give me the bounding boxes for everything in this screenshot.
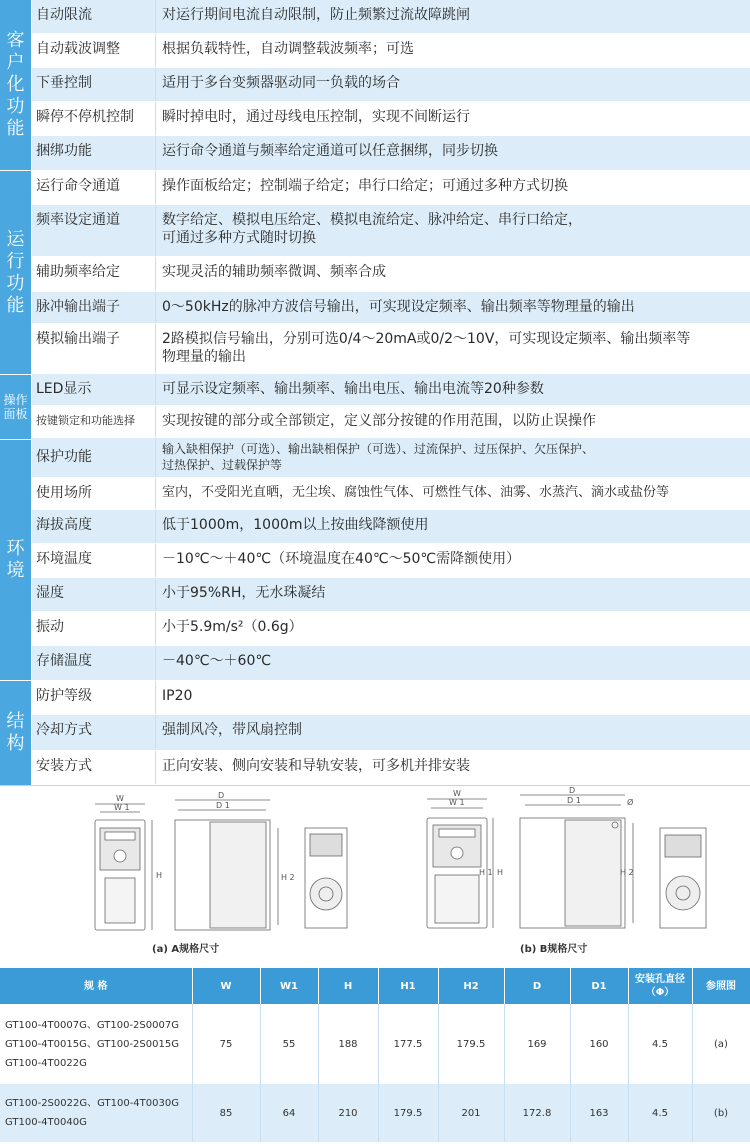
spec-value: 可显示设定频率、输出频率、输出电压、输出电流等20种参数	[162, 381, 544, 397]
spec-value: 瞬时掉电时，通过母线电压控制，实现不间断运行	[162, 109, 470, 125]
header-W: W	[192, 968, 260, 1004]
spec-value: 运行命令通道与频率给定通道可以任意捆绑，同步切换	[162, 143, 498, 159]
spec-key: 下垂控制	[32, 68, 156, 101]
spec-row	[32, 292, 750, 324]
cell-D1: 163	[570, 1084, 628, 1142]
category-environment: 环境	[0, 440, 31, 680]
label-D1-b: D 1	[567, 796, 581, 805]
bottom-view-a	[305, 828, 347, 928]
table-row	[0, 1084, 750, 1142]
spec-key: 自动限流	[32, 0, 156, 33]
spec-row	[32, 102, 750, 136]
spec-key: 频率设定通道	[32, 205, 156, 256]
header-D: D	[504, 968, 570, 1004]
spec-row	[32, 257, 750, 292]
table-row	[0, 1004, 750, 1084]
category-customer: 客户化功能	[0, 0, 31, 170]
spec-key: 冷却方式	[32, 715, 156, 750]
spec-row	[32, 374, 750, 406]
label-W1-b: W 1	[449, 798, 465, 807]
dimension-diagram-b	[415, 783, 735, 933]
spec-key: 安装方式	[32, 751, 156, 784]
header-hole-diameter: 安装孔直径（Φ）	[628, 968, 692, 1004]
spec-row	[32, 136, 750, 171]
spec-value: 小于95%RH，无水珠凝结	[162, 585, 326, 601]
spec-value: 实现按键的部分或全部锁定，定义部分按键的作用范围，以防止误操作	[162, 413, 596, 429]
header-D1: D1	[570, 968, 628, 1004]
front-view-a	[95, 804, 152, 930]
spec-row	[32, 751, 750, 785]
cell-W: 75	[192, 1004, 260, 1084]
header-H: H	[318, 968, 378, 1004]
label-H-b: H	[497, 868, 504, 877]
spec-value: 适用于多台变频器驱动同一负载的场合	[162, 75, 400, 91]
caption-a: (a) A规格尺寸	[152, 944, 220, 955]
category-structure: 结构	[0, 681, 31, 785]
header-H1: H1	[378, 968, 438, 1004]
cell-ref: (a)	[692, 1004, 750, 1084]
spec-value: 操作面板给定；控制端子给定；串行口给定；可通过多种方式切换	[162, 178, 568, 194]
spec-key: 存储温度	[32, 646, 156, 680]
spec-key: 振动	[32, 612, 156, 645]
spec-key: 瞬停不停机控制	[32, 102, 156, 135]
spec-row	[32, 478, 750, 510]
spec-value: 小于5.9m/s²（0.6g）	[162, 619, 303, 635]
spec-row	[32, 681, 750, 715]
cell-H2: 179.5	[438, 1004, 504, 1084]
cell-hole: 4.5	[628, 1004, 692, 1084]
spec-key: 辅助频率给定	[32, 257, 156, 291]
spec-row	[32, 324, 750, 374]
header-model: 规 格	[0, 968, 192, 1004]
spec-value: IP20	[162, 688, 193, 704]
spec-value: －40℃～＋60℃	[162, 653, 272, 669]
caption-b: (b) B规格尺寸	[520, 944, 588, 955]
model-cell: GT100-4T0007G、GT100-2S0007G GT100-4T0015G、GT100-2S0015G GT100-4T0022G	[0, 1004, 192, 1084]
spec-key: 自动载波调整	[32, 34, 156, 67]
label-W-a: W	[116, 794, 124, 803]
label-W-b: W	[453, 789, 461, 798]
cell-D1: 160	[570, 1004, 628, 1084]
spec-key: 按键锁定和功能选择	[32, 406, 156, 437]
spec-key: 湿度	[32, 578, 156, 611]
model-cell: GT100-2S0022G、GT100-4T0030G GT100-4T0040G	[0, 1084, 192, 1142]
cell-H2: 201	[438, 1084, 504, 1142]
spec-value: 输入缺相保护（可选）、输出缺相保护（可选）、过流保护、过压保护、欠压保护、 过热保护、过载保护等	[162, 442, 595, 472]
spec-key: LED显示	[32, 374, 156, 405]
cell-H1: 177.5	[378, 1004, 438, 1084]
cell-W1: 64	[260, 1084, 318, 1142]
category-operation: 运行功能	[0, 171, 31, 374]
spec-key: 运行命令通道	[32, 171, 156, 204]
side-view-b	[520, 795, 633, 928]
cell-W1: 55	[260, 1004, 318, 1084]
spec-value: 低于1000m，1000m以上按曲线降额使用	[162, 517, 429, 533]
spec-key: 脉冲输出端子	[32, 292, 156, 323]
cell-H: 188	[318, 1004, 378, 1084]
spec-row	[32, 34, 750, 68]
table-header-row	[0, 968, 750, 1004]
spec-value: 强制风冷，带风扇控制	[162, 722, 302, 738]
spec-value: －10℃～＋40℃（环境温度在40℃～50℃需降额使用）	[162, 551, 521, 567]
spec-value: 根据负载特性，自动调整载波频率；可选	[162, 41, 414, 57]
cell-hole: 4.5	[628, 1084, 692, 1142]
spec-row	[32, 510, 750, 544]
label-H1-b: H 1	[479, 868, 493, 877]
spec-key: 使用场所	[32, 478, 156, 509]
spec-row	[32, 406, 750, 438]
spec-row	[32, 0, 750, 34]
cell-ref: (b)	[692, 1084, 750, 1142]
spec-value: 2路模拟信号输出，分别可选0/4～20mA或0/2～10V，可实现设定频率、输出频率等 物理量的输出	[162, 331, 691, 365]
side-view-a	[175, 800, 278, 930]
bottom-view-b	[660, 828, 706, 928]
spec-value: 0～50kHz的脉冲方波信号输出，可实现设定频率、输出频率等物理量的输出	[162, 299, 635, 315]
spec-row	[32, 171, 750, 205]
label-H2-b: H 2	[620, 868, 634, 877]
header-reference: 参照图	[692, 968, 750, 1004]
spec-row	[32, 438, 750, 478]
spec-key: 保护功能	[32, 438, 156, 477]
spec-row	[32, 205, 750, 257]
spec-value: 室内，不受阳光直晒，无尘埃、腐蚀性气体、可燃性气体、油雾、水蒸汽、滴水或盐份等	[162, 485, 670, 500]
cell-D: 169	[504, 1004, 570, 1084]
label-D-a: D	[218, 791, 225, 800]
spec-key: 捆绑功能	[32, 136, 156, 170]
label-H2-a: H 2	[281, 873, 295, 882]
dimension-table	[0, 968, 750, 1142]
spec-value: 实现灵活的辅助频率微调、频率合成	[162, 264, 386, 280]
label-W1-a: W 1	[114, 803, 130, 812]
spec-value: 数字给定、模拟电压给定、模拟电流给定、脉冲给定、串行口给定， 可通过多种方式随时切换	[162, 212, 582, 246]
label-D-b: D	[569, 786, 576, 795]
spec-key: 防护等级	[32, 681, 156, 714]
spec-value: 正向安装、侧向安装和导轨安装，可多机并排安装	[162, 758, 470, 774]
category-panel: 操作面板	[0, 375, 31, 439]
spec-row	[32, 544, 750, 578]
front-view-b	[427, 799, 493, 928]
spec-key: 模拟输出端子	[32, 324, 156, 373]
spec-key: 环境温度	[32, 544, 156, 577]
spec-value: 对运行期间电流自动限制，防止频繁过流故障跳闸	[162, 7, 470, 23]
label-H-a: H	[156, 871, 163, 880]
cell-H: 210	[318, 1084, 378, 1142]
label-D1-a: D 1	[216, 801, 230, 810]
spec-row	[32, 68, 750, 102]
header-W1: W1	[260, 968, 318, 1004]
spec-row	[32, 578, 750, 612]
cell-H1: 179.5	[378, 1084, 438, 1142]
header-H2: H2	[438, 968, 504, 1004]
spec-row	[32, 715, 750, 751]
dimension-diagram-a	[60, 790, 380, 935]
cell-W: 85	[192, 1084, 260, 1142]
cell-D: 172.8	[504, 1084, 570, 1142]
spec-row	[32, 646, 750, 681]
label-phi-b: Ø	[627, 798, 634, 807]
spec-key: 海拔高度	[32, 510, 156, 543]
spec-row	[32, 612, 750, 646]
